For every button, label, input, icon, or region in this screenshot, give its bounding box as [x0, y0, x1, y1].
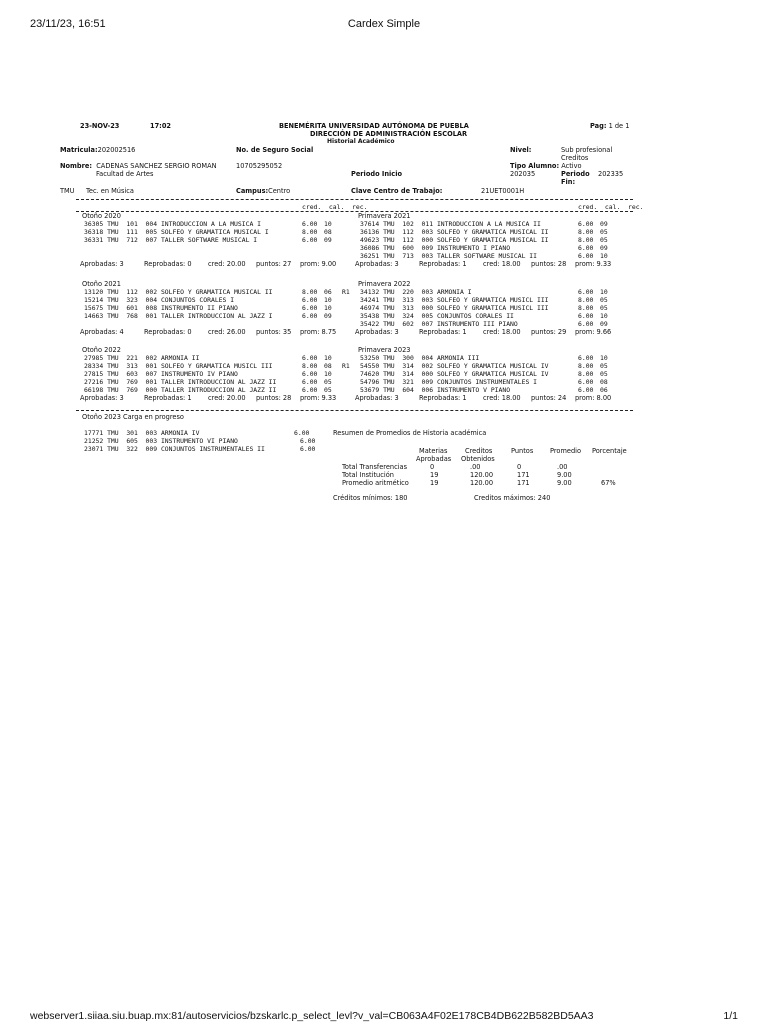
term-period: Otoño 2020 [82, 212, 121, 220]
student-name [60, 162, 217, 170]
summary-cell-label: Total Transferencias [342, 463, 408, 471]
course-row: 34132 TMU 220 003 ARMONIA I [360, 288, 472, 296]
nss-label: No. de Seguro Social [236, 146, 314, 154]
periodo-fin-label: Periodo [561, 170, 590, 178]
term-aprobadas: Aprobadas: 3 [355, 260, 399, 268]
course-cal: 05 [600, 304, 608, 312]
course-cal: 05 [600, 228, 608, 236]
term-aprobadas: Aprobadas: 3 [355, 394, 399, 402]
page-value: 1 de 1 [608, 122, 630, 130]
course-row: 27985 TMU 221 002 ARMONIA II [84, 354, 200, 362]
report-date: 23-NOV-23 [80, 122, 120, 130]
course-row: 54550 TMU 314 002 SOLFEO Y GRAMATICA MUSICAL IV [360, 362, 549, 370]
in-progress-course: 21252 TMU 605 003 INSTRUMENTO VI PIANO [84, 437, 238, 445]
creditos-word: Creditos [561, 154, 589, 162]
separator-progress [76, 410, 633, 411]
program-name: Tec. en Música [86, 187, 134, 195]
course-row: 36086 TMU 600 009 INSTRUMENTO I PIANO [360, 244, 511, 252]
term-average: prom: 9.33 [575, 260, 612, 268]
course-cal: 10 [324, 220, 332, 228]
periodo-inicio-label: Periodo Inicio [351, 170, 402, 178]
course-row: 15214 TMU 323 004 CONJUNTOS CORALES I [84, 296, 235, 304]
course-cred: 6.00 [302, 312, 318, 320]
separator-header [76, 211, 633, 212]
course-cred: 6.00 [578, 320, 594, 328]
term-reprobadas: Reprobadas: 1 [419, 328, 467, 336]
summary-header-obtenidos: Obtenidos [461, 455, 495, 463]
summary-header-materias: Materias [419, 447, 448, 455]
campus-label: Campus: [236, 187, 269, 195]
term-period: Primavera 2023 [358, 346, 411, 354]
course-cal: 05 [600, 370, 608, 378]
course-rec: R1 [342, 288, 350, 296]
term-period: Otoño 2022 [82, 346, 121, 354]
print-page-title: Cardex Simple [347, 18, 421, 30]
term-average: prom: 9.66 [575, 328, 612, 336]
course-cal: 10 [324, 370, 332, 378]
term-credits: cred: 18.00 [483, 394, 521, 402]
course-cred: 6.00 [302, 220, 318, 228]
summary-cell-promedio: .00 [557, 463, 568, 471]
course-row: 15675 TMU 601 008 INSTRUMENTO II PIANO [84, 304, 238, 312]
course-cred: 6.00 [302, 304, 318, 312]
term-aprobadas: Aprobadas: 3 [355, 328, 399, 336]
course-cal: 10 [324, 354, 332, 362]
course-cred: 8.00 [578, 362, 594, 370]
department-name: DIRECCIÓN DE ADMINISTRACIÓN ESCOLAR [310, 130, 468, 138]
course-cred: 6.00 [302, 386, 318, 394]
course-cred: 6.00 [302, 354, 318, 362]
course-cal: 09 [600, 220, 608, 228]
course-row: 36305 TMU 101 004 INTRODUCCION A LA MUSICA I [84, 220, 261, 228]
summary-cell-porcentaje: 67% [601, 479, 616, 487]
course-row: 34241 TMU 313 003 SOLFEO Y GRAMATICA MUSICL III [360, 296, 549, 304]
course-cred: 6.00 [302, 378, 318, 386]
page-label: Pag: [590, 122, 607, 130]
course-cred: 8.00 [302, 288, 318, 296]
term-points: puntos: 28 [531, 260, 567, 268]
course-row: 36331 TMU 712 007 TALLER SOFTWARE MUSICAL I [84, 236, 258, 244]
course-cal: 05 [600, 362, 608, 370]
creditos-minimos: Créditos mínimos: 180 [333, 494, 408, 502]
term-reprobadas: Reprobadas: 1 [419, 260, 467, 268]
course-row: 37614 TMU 102 011 INTRODUCCION A LA MUSICA II [360, 220, 541, 228]
term-credits: cred: 18.00 [483, 260, 521, 268]
course-row: 36136 TMU 112 003 SOLFEO Y GRAMATICA MUSICAL II [360, 228, 549, 236]
summary-cell-puntos: 171 [517, 479, 530, 487]
nivel-value: Sub profesional [561, 146, 613, 154]
course-cal: 05 [324, 378, 332, 386]
term-credits: cred: 20.00 [208, 394, 246, 402]
term-aprobadas: Aprobadas: 3 [80, 260, 124, 268]
summary-title: Resumen de Promedios de Historia académica [333, 429, 487, 437]
term-reprobadas: Reprobadas: 1 [419, 394, 467, 402]
course-row: 66198 TMU 769 000 TALLER INTRODUCCION AL JAZZ II [84, 386, 277, 394]
course-cred: 6.00 [578, 288, 594, 296]
campus-value: Centro [268, 187, 291, 195]
course-cred: 6.00 [302, 236, 318, 244]
page-indicator [590, 122, 629, 130]
term-average: prom: 9.00 [300, 260, 337, 268]
term-average: prom: 8.75 [300, 328, 337, 336]
summary-cell-puntos: 0 [517, 463, 522, 471]
term-points: puntos: 35 [256, 328, 292, 336]
clave-label: Clave Centro de Trabajo: [351, 187, 443, 195]
course-cred: 6.00 [578, 354, 594, 362]
tipo-value: Activo [561, 162, 582, 170]
summary-header-puntos: Puntos [511, 447, 534, 455]
tipo-label: Tipo Alumno: [510, 162, 560, 170]
summary-header-promedio: Promedio [550, 447, 581, 455]
matricula [60, 146, 135, 154]
course-row: 74620 TMU 314 000 SOLFEO Y GRAMATICA MUSICAL IV [360, 370, 549, 378]
summary-cell-materias: 19 [430, 479, 439, 487]
course-cal: 10 [600, 354, 608, 362]
in-progress-course: 17771 TMU 301 003 ARMONIA IV [84, 429, 200, 437]
term-reprobadas: Reprobadas: 1 [144, 394, 192, 402]
summary-cell-promedio: 9.00 [557, 479, 572, 487]
term-points: puntos: 24 [531, 394, 567, 402]
term-period: Primavera 2021 [358, 212, 411, 220]
report-time: 17:02 [150, 122, 171, 130]
course-cred: 8.00 [302, 362, 318, 370]
term-credits: cred: 26.00 [208, 328, 246, 336]
print-url: webserver1.siiaa.siu.buap.mx:81/autoservicios/bzskarlc.p_select_levl?v_val=CB063A4F02E178CB4DB622B582BD5AA3 [30, 1010, 594, 1022]
campus [236, 187, 290, 195]
course-cal: 08 [600, 378, 608, 386]
term-average: prom: 8.00 [575, 394, 612, 402]
course-cred: 6.00 [578, 244, 594, 252]
term-reprobadas: Reprobadas: 0 [144, 328, 192, 336]
course-row: 54796 TMU 321 009 CONJUNTOS INSTRUMENTALES I [360, 378, 537, 386]
course-cred: 6.00 [578, 220, 594, 228]
name-label: Nombre: [60, 162, 92, 170]
nivel-label: Nivel: [510, 146, 532, 154]
term-aprobadas: Aprobadas: 4 [80, 328, 124, 336]
summary-header-aprobadas: Aprobadas [416, 455, 452, 463]
course-row: 35438 TMU 324 005 CONJUNTOS CORALES II [360, 312, 514, 320]
course-cal: 06 [324, 288, 332, 296]
course-cal: 10 [324, 304, 332, 312]
summary-cell-materias: 0 [430, 463, 435, 471]
course-cal: 09 [600, 320, 608, 328]
course-row: 36251 TMU 713 003 TALLER SOFTWARE MUSICAL II [360, 252, 537, 260]
course-cal: 10 [600, 312, 608, 320]
course-cred: 8.00 [578, 236, 594, 244]
term-period: Primavera 2022 [358, 280, 411, 288]
course-cred: 8.00 [578, 296, 594, 304]
term-aprobadas: Aprobadas: 3 [80, 394, 124, 402]
course-cal: 10 [600, 288, 608, 296]
course-cal: 10 [600, 252, 608, 260]
summary-cell-materias: 19 [430, 471, 439, 479]
course-cred: 8.00 [578, 228, 594, 236]
document-subtitle: Historial Académico [327, 138, 395, 145]
course-cred: 6.00 [578, 378, 594, 386]
summary-cell-creditos: .00 [470, 463, 481, 471]
name-value: CADENAS SANCHEZ SERGIO ROMAN [96, 162, 217, 170]
course-row: 53679 TMU 604 006 INSTRUMENTO V PIANO [360, 386, 511, 394]
course-row: 27815 TMU 603 007 INSTRUMENTO IV PIANO [84, 370, 238, 378]
periodo-fin-value: 202335 [598, 170, 624, 178]
university-name: BENEMÉRITA UNIVERSIDAD AUTÓNOMA DE PUEBLA [279, 122, 469, 130]
course-cal: 10 [324, 296, 332, 304]
course-cred: 8.00 [302, 228, 318, 236]
in-progress-cred: 6.00 [294, 429, 310, 437]
in-progress-course: 23071 TMU 322 009 CONJUNTOS INSTRUMENTALES II [84, 445, 265, 453]
term-reprobadas: Reprobadas: 0 [144, 260, 192, 268]
summary-cell-creditos: 120.00 [470, 471, 494, 479]
course-cred: 6.00 [302, 296, 318, 304]
course-cal: 05 [600, 236, 608, 244]
summary-cell-creditos: 120.00 [470, 479, 494, 487]
periodo-fin-label-2: Fin: [561, 178, 576, 186]
course-cal: 08 [324, 362, 332, 370]
faculty: Facultad de Artes [96, 170, 154, 178]
course-cal: 09 [324, 312, 332, 320]
course-cred: 8.00 [578, 370, 594, 378]
summary-header-creditos: Creditos [465, 447, 493, 455]
course-row: 36318 TMU 111 005 SOLFEO Y GRAMATICA MUSICAL I [84, 228, 269, 236]
term-points: puntos: 29 [531, 328, 567, 336]
course-rec: R1 [342, 362, 350, 370]
course-row: 35422 TMU 602 007 INSTRUMENTO III PIANO [360, 320, 518, 328]
course-cal: 09 [324, 236, 332, 244]
summary-cell-puntos: 171 [517, 471, 530, 479]
course-cred: 6.00 [578, 386, 594, 394]
course-cred: 6.00 [302, 370, 318, 378]
course-row: 46974 TMU 313 000 SOLFEO Y GRAMATICA MUSICL III [360, 304, 549, 312]
course-cal: 08 [324, 228, 332, 236]
course-cal: 06 [600, 386, 608, 394]
course-row: 49623 TMU 112 000 SOLFEO Y GRAMATICA MUSICAL II [360, 236, 549, 244]
in-progress-cred: 6.00 [300, 437, 316, 445]
term-credits: cred: 20.00 [208, 260, 246, 268]
column-header-right: cred. cal. rec. [578, 203, 644, 211]
column-header-left: cred. cal. rec. [302, 203, 368, 211]
term-credits: cred: 18.00 [483, 328, 521, 336]
matricula-value: 202002516 [97, 146, 136, 154]
term-period: Otoño 2021 [82, 280, 121, 288]
periodo-inicio-value: 202035 [510, 170, 536, 178]
course-row: 13120 TMU 112 002 SOLFEO Y GRAMATICA MUSICAL II [84, 288, 273, 296]
summary-cell-promedio: 9.00 [557, 471, 572, 479]
course-row: 28334 TMU 313 001 SOLFEO Y GRAMATICA MUSICL III [84, 362, 273, 370]
nss-value: 10705295052 [236, 162, 283, 170]
term-points: puntos: 27 [256, 260, 292, 268]
course-cred: 6.00 [578, 312, 594, 320]
course-cred: 8.00 [578, 304, 594, 312]
summary-cell-label: Total Institución [342, 471, 394, 479]
in-progress-title: Otoño 2023 Carga en progreso [82, 413, 184, 421]
course-cal: 05 [324, 386, 332, 394]
print-datetime: 23/11/23, 16:51 [30, 18, 106, 30]
term-points: puntos: 28 [256, 394, 292, 402]
matricula-label: Matricula: [60, 146, 98, 154]
summary-cell-label: Promedio aritmético [342, 479, 409, 487]
course-row: 14663 TMU 768 001 TALLER INTRODUCCION AL JAZZ I [84, 312, 273, 320]
print-page-number: 1/1 [723, 1010, 738, 1022]
course-row: 53250 TMU 300 004 ARMONIA III [360, 354, 480, 362]
summary-header-porcentaje: Porcentaje [592, 447, 627, 455]
course-cal: 09 [600, 244, 608, 252]
term-average: prom: 9.33 [300, 394, 337, 402]
creditos-maximos: Creditos máximos: 240 [474, 494, 551, 502]
course-row: 27216 TMU 769 001 TALLER INTRODUCCION AL JAZZ II [84, 378, 277, 386]
tipo-alumno [510, 162, 582, 170]
course-cal: 05 [600, 296, 608, 304]
clave-value: 21UET0001H [481, 187, 525, 195]
separator-top [76, 199, 633, 200]
in-progress-cred: 6.00 [300, 445, 316, 453]
program-code: TMU [60, 187, 75, 195]
course-cred: 6.00 [578, 252, 594, 260]
